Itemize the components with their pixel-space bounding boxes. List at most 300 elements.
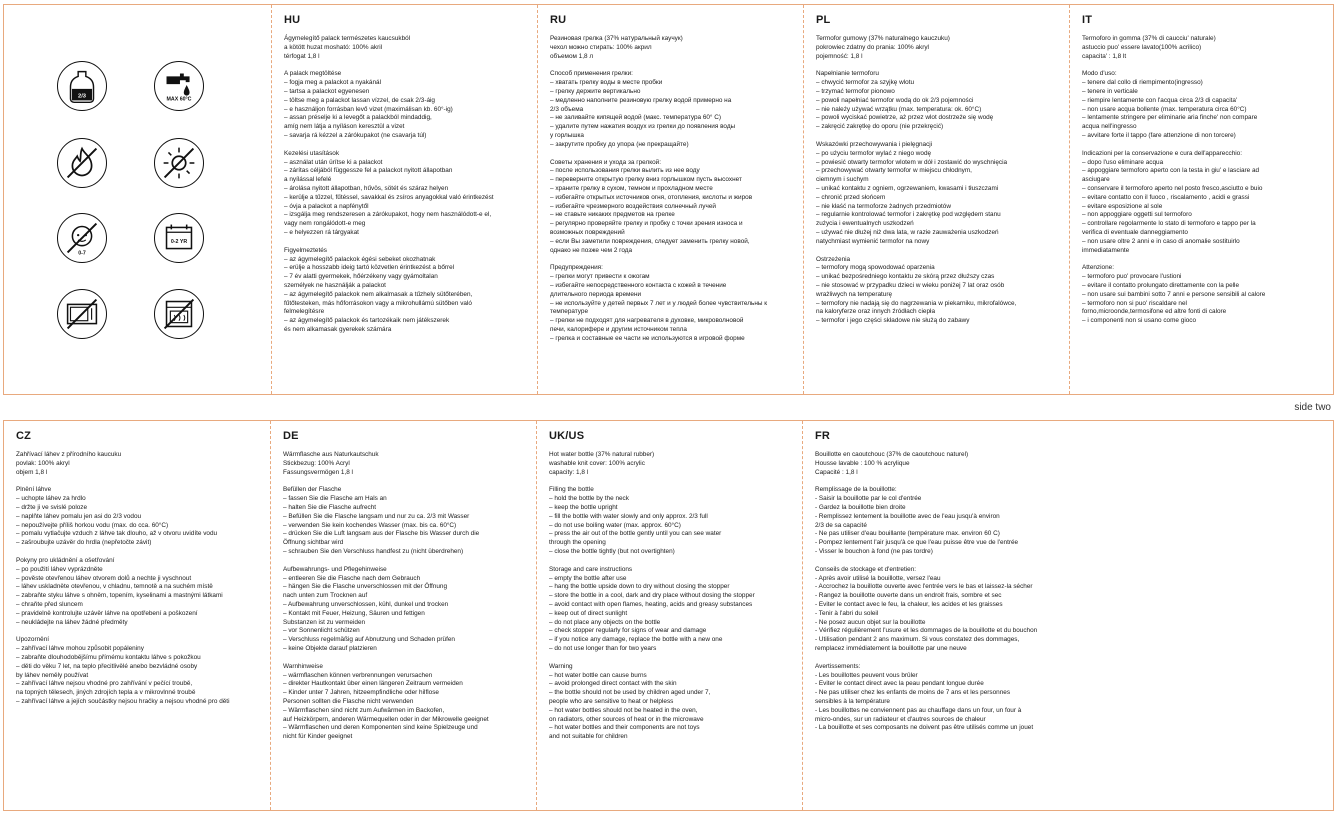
text-block <box>1082 35 1326 61</box>
max-temp-text: MAX 60°C <box>166 96 192 103</box>
text-line: – non usare oltre 2 anni e in caso di anomalie sostituirlo <box>1082 237 1240 245</box>
text-line: - Tenir à l'abri du soleil <box>815 609 879 617</box>
text-line: nach unten zum Trocknen auf <box>283 592 368 600</box>
text-line: – wärmflaschen können verbrennungen verursachen <box>283 671 433 679</box>
text-line: – keep the bottle upright <box>549 503 618 511</box>
side-two-label: side two <box>1294 402 1331 413</box>
text-line: - Pompez lentement l'air jusqu'à ce que l'eau puisse être vue de l'entrée <box>815 539 1019 547</box>
text-line: – i componenti non si usano come gioco <box>1082 317 1197 325</box>
section-heading: Avertissements: <box>815 662 861 670</box>
text-line: remplacez immédiatement la bouillotte par une neuve <box>815 644 967 652</box>
text-line: – evitare contatto con il fuoco , riscalamento , acidi e grassi <box>1082 193 1250 201</box>
text-line: – drücken Sie die Luft langsam aus der Flasche bis Wasser durch die <box>283 530 480 538</box>
text-line: ciemnym i suchym <box>816 176 869 184</box>
no-boiling-water-max-60c-icon <box>154 61 204 111</box>
text-line: Zahřívací láhev z přírodního kaucuku <box>16 451 122 458</box>
no-sun-icon <box>154 138 204 188</box>
text-line: – direkter Hautkontakt über einen längeren Zeitraum vermeiden <box>283 680 463 688</box>
text-line: – Kontakt mit Feuer, Heizung, Säuren und fettigen <box>283 609 425 617</box>
text-line: – držte ji ve svislé poloze <box>16 503 88 511</box>
text-line: – izsgálja meg rendszeresen a zárókupakot, hogy nem használódott-e el, <box>284 211 492 219</box>
text-line: vagy nem rongálódott-e meg <box>284 220 366 228</box>
text-line: – avoid contact with open flames, heating, acids and greasy substances <box>549 600 753 608</box>
text-line: – powiesić otwarty termofor wlotem w dół i zostawić do wyschnięcia <box>816 158 1008 166</box>
text-line: – assan préselje ki a levegőt a palackból mindaddig, <box>284 114 432 122</box>
text-line: Personen sollten die Flasche nicht verwenden <box>283 697 414 705</box>
text-block <box>816 141 1061 247</box>
text-block <box>16 486 262 548</box>
text-line: 2/3 de sa capacité <box>815 521 867 529</box>
text-line: by láhev neměly používat <box>16 671 89 679</box>
text-line: – не ставьте никаких предметов на грелке <box>550 211 675 219</box>
text-line: – keep out of direct sunlight <box>549 609 628 617</box>
lang-column-fr <box>802 421 1068 810</box>
text-line: – nie stosować w przypadku dzieci w wieku poniżej 7 lat oraz osób <box>816 281 1005 289</box>
text-line: – używać nie dłużej niż dwa lata, w razie zauważenia uszkodzeń <box>816 228 999 236</box>
no-oven-icon <box>154 289 204 339</box>
text-line: auf Heizkörpern, anderen Wärmequellen oder in der Mikrowelle geeignet <box>283 715 489 723</box>
text-line: – e használjon forrásban levő vizet (maximálisan kb. 60°-ig) <box>284 105 453 113</box>
text-line: – unikać kontaktu z ogniem, ogrzewaniem, kwasami i tłuszczami <box>816 184 999 192</box>
text-line: natychmiast wymienić termofor na nowy <box>816 237 930 245</box>
text-line: – pověste otevřenou láhev otvorem dolů a nechte ji vyschnout <box>16 574 192 582</box>
lang-column-it <box>1069 5 1334 394</box>
text-line: – hängen Sie die Flasche unverschlossen mit der Öffnung <box>283 583 448 591</box>
section-heading: Filling the bottle <box>549 486 594 494</box>
text-block <box>16 557 262 627</box>
text-line: - Rangez la bouillotte ouverte dans un endroit frais, sombre et sec <box>815 592 1002 600</box>
text-line: – neukládejte na láhev žádné předměty <box>16 618 128 626</box>
text-line: objem 1,8 l <box>16 468 48 476</box>
language-heading: FR <box>815 430 831 442</box>
text-line: na topných tělesech, jiných zdrojích tepla a v mikrovlnné troubě <box>16 689 196 697</box>
text-line: – избегайте непосредственного контакта с кожей в течение <box>550 281 727 289</box>
text-line: – avvitare forte il tappo (fare attenzione di non torcere) <box>1082 131 1236 139</box>
text-line: Substanzen ist zu vermeiden <box>283 618 366 626</box>
text-line: – fogja meg a palackot a nyakánál <box>284 79 381 87</box>
text-line: pokrowiec zdatny do prania: 100% akryl <box>816 43 929 51</box>
text-line: - Les bouillottes peuvent vous brûler <box>815 671 918 679</box>
text-line: asciugare <box>1082 176 1110 184</box>
text-line: – закрутите пробку до упора (не прекращайте) <box>550 140 689 148</box>
text-line: - Remplissez lentement la bouillotte avec de l'eau jusqu'à environ <box>815 512 1000 520</box>
text-line: - Vérifiez régulièrement l'usure et les dommages de la bouillotte et du bouchon <box>815 627 1038 635</box>
text-line: – nie należy używać wrzątku (max. temperatura: ok. 60°C) <box>816 105 982 113</box>
text-block <box>815 663 1060 733</box>
text-line: – asználat után ürítse ki a palackot <box>284 158 383 166</box>
text-line: – после использования грелки вылить из нее воду <box>550 167 700 175</box>
section-heading: A palack megtöltése <box>284 70 342 78</box>
text-line: – az ágymelegítő palackok és tartozékaik nem játékszerek <box>284 317 450 325</box>
text-line: – verwenden Sie kein kochendes Wasser (max. bis ca. 60°C) <box>283 521 457 529</box>
text-line: – zahřívací láhve mohou způsobit popáleniny <box>16 645 144 653</box>
text-line: - Ne posez aucun objet sur la bouillotte <box>815 618 926 626</box>
text-block <box>283 566 528 654</box>
text-line: nicht für Kinder geeignet <box>283 733 353 741</box>
text-line: – termoforo puo' provocare l'ustioni <box>1082 273 1182 281</box>
text-line: – грелка и составные ее части не используются в игровой форме <box>550 334 745 342</box>
section-heading: Warning <box>549 662 573 670</box>
section-heading: Indicazioni per la conservazione e cura dell'apparecchio: <box>1082 149 1243 157</box>
no-children-0-7-icon <box>57 213 107 263</box>
text-line: чехол можно стирать: 100% акрил <box>550 43 652 51</box>
no-fire-icon <box>57 138 107 188</box>
text-line: – храните грелку в сухом, темном и прохладном месте <box>550 184 713 192</box>
text-line: capacity: 1,8 l <box>549 468 589 476</box>
text-line: – regularnie kontrolować termofor i zakrętkę pod względem stanu <box>816 211 1001 219</box>
text-line: – árolása nyitott állapotban, hűvös, sötét és száraz helyen <box>284 184 449 192</box>
text-line: у горлышка <box>550 131 584 139</box>
text-block <box>816 70 1061 132</box>
icon-column <box>4 5 269 394</box>
text-block <box>284 70 529 140</box>
text-block <box>815 486 1060 556</box>
section-heading: Modo d'uso: <box>1082 70 1117 78</box>
text-line: – non appoggiare oggetti sul termoforo <box>1082 211 1192 219</box>
lang-column-cz <box>4 421 270 810</box>
section-heading: Plnění láhve <box>16 486 52 494</box>
text-line: – entleeren Sie die Flasche nach dem Gebrauch <box>283 574 421 582</box>
text-line: – tenere dal collo di riempimento(ingresso) <box>1082 79 1203 87</box>
text-line: – zárítas céljából függessze fel a palackot nyitott állapotban <box>284 167 453 175</box>
text-line: - Visser le bouchon à fond (ne pas tordre) <box>815 547 933 555</box>
text-block <box>1082 264 1326 326</box>
text-line: – Befüllen Sie die Flasche langsam und nur zu ca. 2/3 mit Wasser <box>283 512 470 520</box>
text-line: – do not use boiling water (max. approx. 60°C) <box>549 521 681 529</box>
language-heading: RU <box>550 14 567 26</box>
text-line: – po použití láhev vyprázdněte <box>16 565 103 573</box>
text-line: – az ágymelegítő palackok nem alkalmasak a tűzhely sütőterében, <box>284 290 473 298</box>
text-line: Capacité : 1,8 l <box>815 468 858 476</box>
text-line: – erülje a hosszabb ideig tartó közvetlen érintkezést a bőrrel <box>284 264 455 272</box>
text-block <box>283 451 528 477</box>
text-line: – termofory nie nadają się do nagrzewania w piekarniku, mikrofalówce, <box>816 299 1017 307</box>
text-line: washable knit cover: 100% acrylic <box>549 459 645 467</box>
text-line: печи, калориферe и другим источником тепла <box>550 325 687 333</box>
text-line: – hot water bottles and their components are not toys <box>549 724 700 732</box>
section-heading: Предупреждения: <box>550 264 603 272</box>
text-line: – do not use longer than for two years <box>549 644 657 652</box>
text-line: – грелки не подходят для нагревателя в духовке, микроволновой <box>550 317 744 325</box>
text-line: – Kinder unter 7 Jahren, hitzeempfindliche oder hilflose <box>283 689 439 697</box>
text-block <box>816 35 1061 61</box>
language-heading: CZ <box>16 430 32 442</box>
text-block <box>550 35 795 61</box>
text-line: – nie kłaść na termoforze żadnych przedmiotów <box>816 202 951 210</box>
text-line: – hot water bottle can cause burns <box>549 671 647 679</box>
section-heading: Befüllen der Flasche <box>283 486 342 494</box>
text-line: - Gardez la bouillotte bien droite <box>815 503 906 511</box>
text-block <box>16 451 262 477</box>
text-line: – регулярно проверяйте грелку и пробку с точки зрения износа и <box>550 220 743 228</box>
text-block <box>283 663 528 742</box>
text-line: Fassungsvermögen 1,8 l <box>283 468 353 476</box>
text-line: – óvja a palackot a napfénytől <box>284 202 369 210</box>
age-text: 0-7 <box>78 250 86 257</box>
text-line: - Eviter le contact avec le feu, la chaleur, les acides et les graisses <box>815 600 1003 608</box>
section-heading: Kezelési utasítások <box>284 149 340 157</box>
text-line: температуре <box>550 308 589 316</box>
text-line: – chwycić termofor za szyjkę wlotu <box>816 79 915 87</box>
section-heading: Figyelmeztetés <box>284 246 327 254</box>
text-line: – chronić przed słońcem <box>816 193 886 201</box>
text-line: - Après avoir utilisé la bouillotte, versez l'eau <box>815 574 941 582</box>
text-line: – не используйте у детей первых 7 лет и у людей более чувствительны к <box>550 299 768 307</box>
text-line: a kötött huzat mosható: 100% akril <box>284 43 383 51</box>
text-line: Ágymelegítő palack természetes kaucsukból <box>284 35 411 42</box>
text-line: – 7 év alatti gyermekek, hőérzékeny vagy gyámoltalan <box>284 273 438 281</box>
text-line: – trzymać termofor pionowo <box>816 87 895 95</box>
text-line: a nyílással lefelé <box>284 176 332 184</box>
text-line: – nepoužívejte příliš horkou vodu (max. do cca. 60°C) <box>16 521 169 529</box>
text-line: – controllare regolarmente lo stato di termoforo e tappo per la <box>1082 220 1256 228</box>
text-line: – zahřívací láhve nejsou vhodné pro zahřívání v pečící troubě, <box>16 680 193 688</box>
section-heading: Pokyny pro ukládnění a ošetřování <box>16 556 115 564</box>
fill-level-text: 2/3 <box>78 93 86 100</box>
text-line: – empty the bottle after use <box>549 574 627 582</box>
text-line: Bouillotte en caoutchouc (37% de caoutchouc naturel) <box>815 451 969 458</box>
text-line: – az ágymelegítő palackok égési sebeket okozhatnak <box>284 255 436 263</box>
text-line: Резиновая грелка (37% натуральный каучук) <box>550 35 683 42</box>
text-line: – appoggiare termoforo aperto con la testa in giu' e lasciare ad <box>1082 167 1260 175</box>
text-block <box>1082 150 1326 256</box>
text-line: and not suitable for children <box>549 733 628 741</box>
language-heading: HU <box>284 14 301 26</box>
text-block <box>550 70 795 149</box>
text-line: – zabraňte styku láhve s ohněm, topením, kyselinami a mastnými látkami <box>16 592 223 600</box>
text-line: – schrauben Sie den Verschluss handfest zu (nicht überdrehen) <box>283 547 464 555</box>
text-line: – zahřívací láhve a jejích součástky nejsou hračky a nejsou vhodné pro děti <box>16 697 230 705</box>
text-line: – conservare il termoforo aperto nel posto fresco,asciutto e buio <box>1082 184 1263 192</box>
text-line: - Accrochez la bouillotte ouverte avec l'entrée vers le bas et laissez-la sécher <box>815 583 1033 591</box>
replace-every-2-years-icon <box>154 213 204 263</box>
text-block <box>284 150 529 238</box>
lang-column-uk-us <box>536 421 802 810</box>
text-line: – lentamente stringere per eliminarie aria finche' non compare <box>1082 114 1258 122</box>
text-line: Termoforo in gomma (37% di caucciu' naturale) <box>1082 35 1216 42</box>
text-line: Housse lavable : 100 % acrylique <box>815 459 910 467</box>
text-line: - Eviter le contact direct avec la peau pendant longue durée <box>815 680 984 688</box>
text-line: acqua nell'ingresso <box>1082 123 1137 131</box>
text-line: – Verschluss regelmäßig auf Abnutzung und Schaden prüfen <box>283 636 455 644</box>
text-line: – store the bottle in a cool, dark and dry place without dosing the stopper <box>549 592 755 600</box>
text-line: – Aufbewahrung unverschlossen, kühl, dunkel und trocken <box>283 600 449 608</box>
section-heading: Способ применения грелки: <box>550 70 633 78</box>
text-line: – przechowywać otwarty termofor w miejscu chłodnym, <box>816 167 972 175</box>
text-line: térfogat 1,8 l <box>284 52 320 60</box>
language-heading: DE <box>283 430 299 442</box>
text-line: – press the air out of the bottle gently until you can see water <box>549 530 722 538</box>
text-line: – zakręcić zakrętkę do oporu (nie przekręcić) <box>816 123 944 131</box>
text-line: on radiators, other sources of heat or in the microwave <box>549 715 704 723</box>
text-line: – savarja rá kézzel a zárókupakot (ne csavarja túl) <box>284 131 427 139</box>
text-line: sensibles à la température <box>815 697 890 705</box>
language-heading: IT <box>1082 14 1093 26</box>
text-line: – zašroubujte uzávěr do hrdla (nepřetočte závit) <box>16 539 152 547</box>
text-line: – chraňte před sluncem <box>16 600 83 608</box>
text-line: – грелку держите вертикально <box>550 87 641 95</box>
text-line: verifica di eventuale danneggiamento <box>1082 228 1188 236</box>
section-heading: Attenzione: <box>1082 264 1114 272</box>
text-line: – if you notice any damage, replace the bottle with a new one <box>549 636 723 644</box>
text-block <box>549 663 794 742</box>
text-line: povlak: 100% akryl <box>16 459 70 467</box>
text-line: forno,microonde,termosifone ed altre fonti di calore <box>1082 308 1227 316</box>
text-line: – hot water bottles should not be heated in the oven, <box>549 706 698 714</box>
text-line: – переверните открытую грелку вниз горлышком пусть высохнет <box>550 176 742 184</box>
text-line: – uchopte láhev za hrdlo <box>16 495 86 503</box>
text-line: – если Вы заметили повреждения, следует заменить грелку новой, <box>550 237 750 245</box>
text-line: – удалите путем нажатия воздух из грелки до появления воды <box>550 123 736 131</box>
text-line: – hang the bottle upside down to dry without closing the stopper <box>549 583 730 591</box>
language-heading: UK/US <box>549 430 585 442</box>
text-line: – dopo l'uso eliminare acqua <box>1082 158 1164 166</box>
text-block <box>283 486 528 556</box>
text-line: – evitare il contatto prolungato direttamente con la pelle <box>1082 281 1240 289</box>
text-line: однако не позже чем 2 года <box>550 246 633 254</box>
text-line: – riempire lentamente con l'acqua circa 2/3 di capacita' <box>1082 96 1238 104</box>
text-line: – láhev uskladněte otevřenou, v chladnu, temnotě a na suchém místě <box>16 583 213 591</box>
text-block <box>549 486 794 556</box>
text-line: Öffnung sichtbar wird <box>283 539 344 547</box>
text-line: people who are sensitive to heat or helpless <box>549 697 674 705</box>
text-line: – tenere in verticale <box>1082 87 1138 95</box>
text-line: – termoforo non si puo' riscaldare nel <box>1082 299 1187 307</box>
text-block <box>550 159 795 256</box>
section-heading: Remplissage de la bouillotte: <box>815 486 897 494</box>
text-line: fűtőtesteken, más hőforrásokon vagy a mikrohullámú sütőben való <box>284 299 472 307</box>
text-block <box>16 636 262 706</box>
text-line: – avoid prolonged direct contact with the skin <box>549 680 677 688</box>
text-line: – non usare sui bambini sotto 7 anni e persone sensibili al calore <box>1082 290 1266 298</box>
text-line: – fill the bottle with water slowly and only approx. 2/3 full <box>549 512 708 520</box>
text-line: - Ne pas utiliser d'eau bouillante (température max. environ 60 C) <box>815 530 1000 538</box>
lang-column-ru <box>537 5 803 394</box>
text-line: – vor Sonnenlicht schützen <box>283 627 360 635</box>
side-one-panel <box>3 4 1334 395</box>
text-line: Termofor gumowy (37% naturalnego kauczuku) <box>816 35 950 42</box>
text-line: – keine Objekte darauf platzieren <box>283 644 377 652</box>
text-line: - Saisir la bouillotte par le col d'entrée <box>815 495 922 503</box>
text-line: – töltse meg a palackot lassan vízzel, de csak 2/3-áig <box>284 96 435 104</box>
text-line: объемом 1,8 л <box>550 52 594 60</box>
text-block <box>816 256 1061 326</box>
text-line: – unikać bezpośredniego kontaktu ze skórą przez dłuższy czas <box>816 273 995 281</box>
text-line: - Ne pas utiliser chez les enfants de moins de 7 ans et les personnes <box>815 689 1011 697</box>
section-heading: Napełnianie termoforu <box>816 70 879 78</box>
language-heading: PL <box>816 14 831 26</box>
text-line: wrażliwych na temperaturę <box>816 290 893 298</box>
hot-water-bottle-2-3-icon <box>57 61 107 111</box>
text-block <box>549 451 794 477</box>
text-line: – Wärmflaschen sind nicht zum Aufwärmen im Backofen, <box>283 706 445 714</box>
text-line: возможных повреждений <box>550 228 625 236</box>
text-line: – halten Sie die Flasche aufrecht <box>283 503 377 511</box>
text-block <box>815 451 1060 477</box>
text-block <box>815 566 1060 654</box>
lang-column-de <box>270 421 536 810</box>
text-line: – termofory mogą spowodować oparzenia <box>816 264 935 272</box>
section-heading: Wskazówki przechowywania i pielęgnacji <box>816 140 933 148</box>
text-line: – Wärmflaschen und deren Komponenten sind keine Spielzeuge und <box>283 724 478 732</box>
text-line: capacita' : 1,8 lt <box>1082 52 1127 60</box>
text-line: – не заливайте кипящей водой (макс. температура 60° C) <box>550 114 722 122</box>
text-line: – избегайте открытых источников огня, отопления, кислоты и жиров <box>550 193 753 201</box>
text-line: – powoli wyciskać powietrze, aż przez wlot dostrzeże się wodę <box>816 114 994 122</box>
text-line: Stickbezug: 100% Acryl <box>283 459 350 467</box>
section-heading: Upozornění <box>16 636 50 644</box>
text-line: – kerülje a tűzzel, fűtéssel, savakkal és zsíros anyagokkal való érintkezést <box>284 193 494 201</box>
text-line: – close the bottle tightly (but not overtighten) <box>549 547 675 555</box>
text-line: na kaloryferze oraz innych źródłach ciepła <box>816 308 935 316</box>
text-line: – the bottle should not be used by children aged under 7, <box>549 689 711 697</box>
text-block <box>550 264 795 343</box>
text-line: – медленно наполните резиновую грелку водой примерно на <box>550 96 732 104</box>
text-line: felmelegítésre <box>284 308 325 316</box>
no-microwave-icon <box>57 289 107 339</box>
text-line: micro-ondes, sur un radiateur et d'autres sources de chaleur <box>815 715 986 723</box>
text-line: - Les bouillottes ne conviennent pas au chauffage dans un four, un four à <box>815 706 1022 714</box>
section-heading: Storage and care instructions <box>549 565 633 573</box>
text-line: – хватать грелку воды в месте пробки <box>550 79 663 87</box>
text-line: Wärmflasche aus Naturkautschuk <box>283 451 379 458</box>
text-line: – check stopper regularly for signs of wear and damage <box>549 627 707 635</box>
text-line: - La bouillotte et ses composants ne doivent pas être utilisés comme un jouet <box>815 724 1034 732</box>
text-line: – e helyezzen rá tárgyakat <box>284 228 359 236</box>
text-line: – pravidelně kontrolujte uzávěr láhve na opotřebení a poškození <box>16 609 198 617</box>
section-heading: Conseils de stockage et d'entretien: <box>815 565 917 573</box>
text-line: – do not place any objects on the bottle <box>549 618 661 626</box>
text-line: – termofor i jego części składowe nie służą do zabawy <box>816 317 970 325</box>
text-line: – powoli napełniać termofor wodą do ok 2/3 pojemności <box>816 96 974 104</box>
side-two-panel <box>3 420 1334 811</box>
text-line: személyek ne használják a palackot <box>284 281 386 289</box>
text-line: pojemność: 1,8 l <box>816 52 863 60</box>
text-line: amíg nem látja a nyíláson keresztül a vizet <box>284 123 405 131</box>
text-line: immediatamente <box>1082 246 1130 254</box>
text-block <box>284 247 529 335</box>
text-line: – fassen Sie die Flasche am Hals an <box>283 495 387 503</box>
text-line: – non usare acqua bollente (max. temperatura circa 60°C) <box>1082 105 1247 113</box>
section-heading: Warnhinweise <box>283 662 323 670</box>
text-line: és nem alkamasak gyerekek számára <box>284 325 392 333</box>
lang-column-hu <box>271 5 537 394</box>
text-line: – naplňte láhev pomalu jen asi do 2/3 vodou <box>16 512 142 520</box>
text-block <box>549 566 794 654</box>
text-line: – zabraňte dlouhodobějšímu přímému kontaktu láhve s pokožkou <box>16 653 201 661</box>
text-line: – tartsa a palackot egyenesen <box>284 87 370 95</box>
text-line: – pomalu vytlačujte vzduch z láhve tak dlouho, až v otvoru uvidíte vodu <box>16 530 218 538</box>
text-line: – hold the bottle by the neck <box>549 495 629 503</box>
lang-column-pl <box>803 5 1069 394</box>
text-line: through the opening <box>549 539 606 547</box>
text-line: - Utilisation pendant 2 ans maximum. Si vous constatez des dommages, <box>815 636 1020 644</box>
text-line: – po użyciu termofor wylać z niego wodę <box>816 149 932 157</box>
text-line: Hot water bottle (37% natural rubber) <box>549 451 655 458</box>
section-heading: Советы хранения и ухода за грелкой: <box>550 158 661 166</box>
years-text: 0-2 YR <box>170 238 188 245</box>
text-line: – избегайте чрезмерного воздействия солнечный лучей <box>550 202 716 210</box>
text-block <box>1082 70 1326 140</box>
section-heading: Aufbewahrungs- und Pflegehinweise <box>283 565 387 573</box>
text-block <box>284 35 529 61</box>
text-line: astuccio puo' essere lavato(100% acrilico) <box>1082 43 1202 51</box>
text-line: – evitare esposizione al sole <box>1082 202 1163 210</box>
text-line: – děti do věku 7 let, na teplo přecitlivělé anebo bezvládné osoby <box>16 662 198 670</box>
text-line: длительного периода времени <box>550 290 642 298</box>
text-line: 2/3 объема <box>550 105 584 113</box>
text-line: – грелки могут привести к ожогам <box>550 273 650 281</box>
